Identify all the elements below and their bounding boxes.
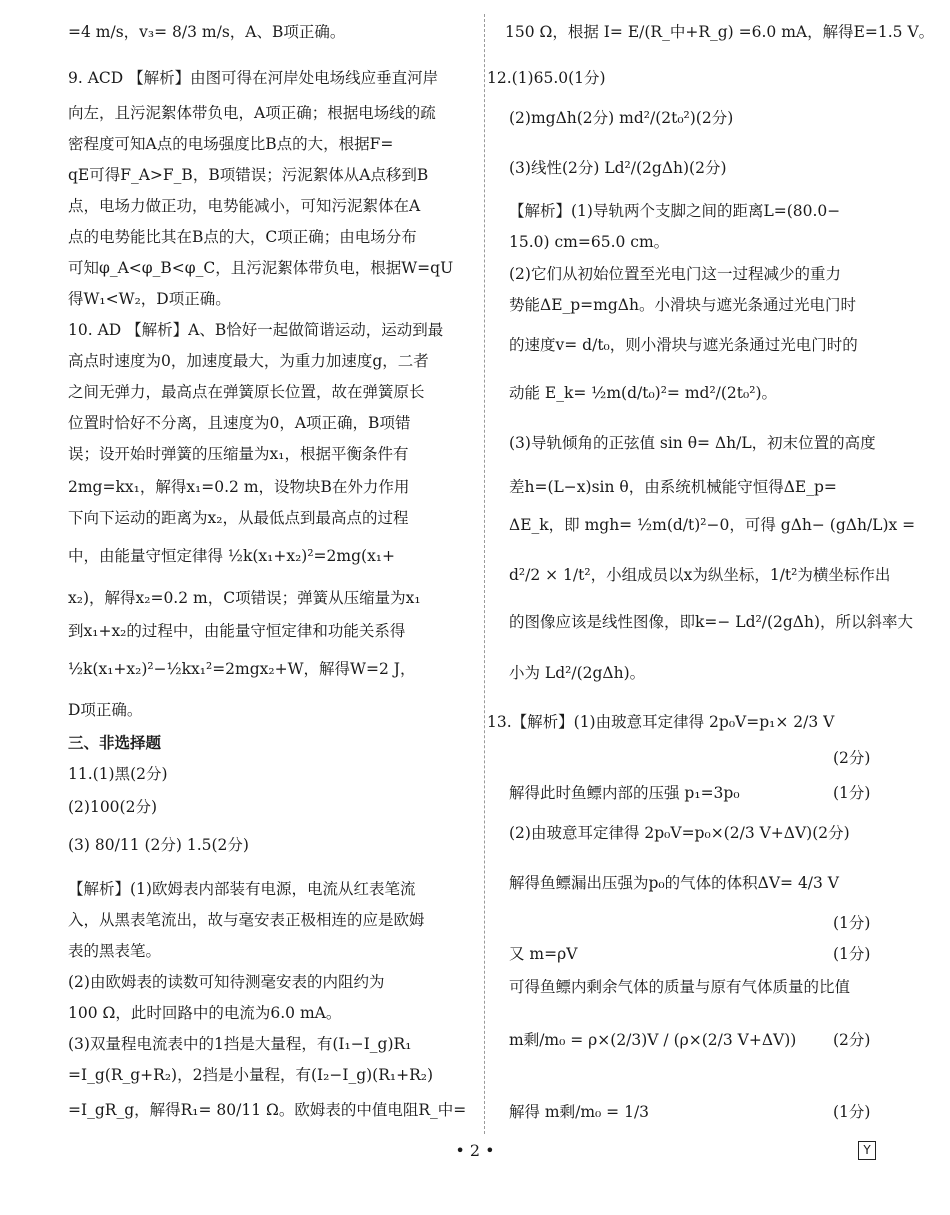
text-line: 向左，且污泥絮体带负电，A项正确；根据电场线的疏 xyxy=(68,104,436,122)
text-line: 2mg=kx₁，解得x₁=0.2 m，设物块B在外力作用 xyxy=(68,478,410,496)
corner-mark: Y xyxy=(858,1141,876,1160)
text-line: 【解析】(1)欧姆表内部装有电源，电流从红表笔流 xyxy=(68,880,416,898)
text-line: 高点时速度为0，加速度最大，为重力加速度g，二者 xyxy=(68,352,429,370)
text-line: 12.(1)65.0(1分) xyxy=(487,69,606,87)
text-line: x₂)，解得x₂=0.2 m，C项错误；弹簧从压缩量为x₁ xyxy=(68,589,421,607)
page-number: • 2 • xyxy=(455,1141,495,1160)
text-line: =4 m/s，v₃= 8/3 m/s，A、B项正确。 xyxy=(68,23,346,41)
text-line: 解得此时鱼鳔内部的压强 p₁=3p₀ xyxy=(509,784,740,802)
score-label: (2分) xyxy=(833,749,871,767)
text-line: 的速度v= d/t₀，则小滑块与遮光条通过光电门时的 xyxy=(509,336,858,354)
text-line: 11.(1)黑(2分) xyxy=(68,765,168,783)
text-line: 表的黑表笔。 xyxy=(68,942,162,960)
text-line: 位置时恰好不分离，且速度为0，A项正确，B项错 xyxy=(68,414,411,432)
text-line: D项正确。 xyxy=(68,701,143,719)
text-line: =I_gR_g，解得R₁= 80/11 Ω。欧姆表的中值电阻R_中= xyxy=(68,1101,467,1119)
text-line: 15.0) cm=65.0 cm。 xyxy=(509,233,670,251)
score-label: (1分) xyxy=(833,945,871,963)
text-line: 动能 E_k= ½m(d/t₀)²= md²/(2t₀²)。 xyxy=(509,384,777,402)
text-line: (2)由欧姆表的读数可知待测毫安表的内阻约为 xyxy=(68,973,385,991)
text-line: 得W₁<W₂，D项正确。 xyxy=(68,290,231,308)
score-label: (1分) xyxy=(833,784,871,802)
text-line: 13.【解析】(1)由玻意耳定律得 2p₀V=p₁× 2/3 V xyxy=(487,713,835,731)
text-line: m剩/m₀ = ρ×(2/3)V / (ρ×(2/3 V+ΔV)) xyxy=(509,1031,797,1049)
score-label: (1分) xyxy=(833,914,871,932)
text-line: 解得 m剩/m₀ = 1/3 xyxy=(509,1103,650,1121)
text-line: 9. ACD 【解析】由图可得在河岸处电场线应垂直河岸 xyxy=(68,69,439,87)
score-label: (1分) xyxy=(833,1103,871,1121)
text-line: 解得鱼鳔漏出压强为p₀的气体的体积ΔV= 4/3 V xyxy=(509,874,840,892)
text-line: (3)导轨倾角的正弦值 sin θ= Δh/L，初末位置的高度 xyxy=(509,434,876,452)
text-line: 密程度可知A点的电场强度比B点的大，根据F= xyxy=(68,135,394,153)
text-line: 100 Ω，此时回路中的电流为6.0 mA。 xyxy=(68,1004,342,1022)
text-line: 下向下运动的距离为x₂，从最低点到最高点的过程 xyxy=(68,509,409,527)
text-line: 中，由能量守恒定律得 ½k(x₁+x₂)²=2mg(x₁+ xyxy=(68,547,396,565)
text-line: 小为 Ld²/(2gΔh)。 xyxy=(509,664,646,682)
text-line: 误；设开始时弹簧的压缩量为x₁，根据平衡条件有 xyxy=(68,445,409,463)
text-line: qE可得F_A>F_B，B项错误；污泥絮体从A点移到B xyxy=(68,166,429,184)
text-line: (2)mgΔh(2分) md²/(2t₀²)(2分) xyxy=(509,109,734,127)
text-line: 之间无弹力，最高点在弹簧原长位置，故在弹簧原长 xyxy=(68,383,425,401)
score-label: (2分) xyxy=(833,1031,871,1049)
text-line: 可得鱼鳔内剩余气体的质量与原有气体质量的比值 xyxy=(509,978,851,996)
text-line: 到x₁+x₂的过程中，由能量守恒定律和功能关系得 xyxy=(68,622,406,640)
text-line: 入，从黑表笔流出，故与毫安表正极相连的应是欧姆 xyxy=(68,911,425,929)
text-line: 150 Ω，根据 I= E/(R_中+R_g) =6.0 mA，解得E=1.5 V。 xyxy=(505,23,935,41)
text-line: (3)线性(2分) Ld²/(2gΔh)(2分) xyxy=(509,159,727,177)
text-line: (2)100(2分) xyxy=(68,798,157,816)
text-line: 点的电势能比其在B点的大，C项正确；由电场分布 xyxy=(68,228,417,246)
section-heading: 三、非选择题 xyxy=(68,733,162,752)
text-line: 差h=(L−x)sin θ，由系统机械能守恒得ΔE_p= xyxy=(509,478,837,496)
text-line: 势能ΔE_p=mgΔh。小滑块与遮光条通过光电门时 xyxy=(509,296,856,314)
text-line: (2)它们从初始位置至光电门这一过程减少的重力 xyxy=(509,265,841,283)
text-line: 【解析】(1)导轨两个支脚之间的距离L=(80.0− xyxy=(509,202,841,220)
text-line: 可知φ_A<φ_B<φ_C，且污泥絮体带负电，根据W=qU xyxy=(68,259,454,277)
text-line: ½k(x₁+x₂)²−½kx₁²=2mgx₂+W，解得W=2 J， xyxy=(68,660,416,678)
text-line: 的图像应该是线性图像，即k=− Ld²/(2gΔh)，所以斜率大 xyxy=(509,613,914,631)
text-line: ΔE_k，即 mgh= ½m(d/t)²−0，可得 gΔh− (gΔh/L)x = xyxy=(509,516,916,534)
text-line: d²/2 × 1/t²，小组成员以x为纵坐标，1/t²为横坐标作出 xyxy=(509,566,891,584)
text-line: (3) 80/11 (2分) 1.5(2分) xyxy=(68,836,249,854)
text-line: (2)由玻意耳定律得 2p₀V=p₀×(2/3 V+ΔV)(2分) xyxy=(509,824,850,842)
text-line: 点，电场力做正功，电势能减小，可知污泥絮体在A xyxy=(68,197,421,215)
text-line: =I_g(R_g+R₂)，2挡是小量程，有(I₂−I_g)(R₁+R₂) xyxy=(68,1066,434,1084)
text-line: (3)双量程电流表中的1挡是大量程，有(I₁−I_g)R₁ xyxy=(68,1035,412,1053)
text-line: 10. AD 【解析】A、B恰好一起做简谐运动，运动到最 xyxy=(68,321,444,339)
column-divider xyxy=(484,14,485,1134)
text-line: 又 m=ρV xyxy=(509,945,578,963)
